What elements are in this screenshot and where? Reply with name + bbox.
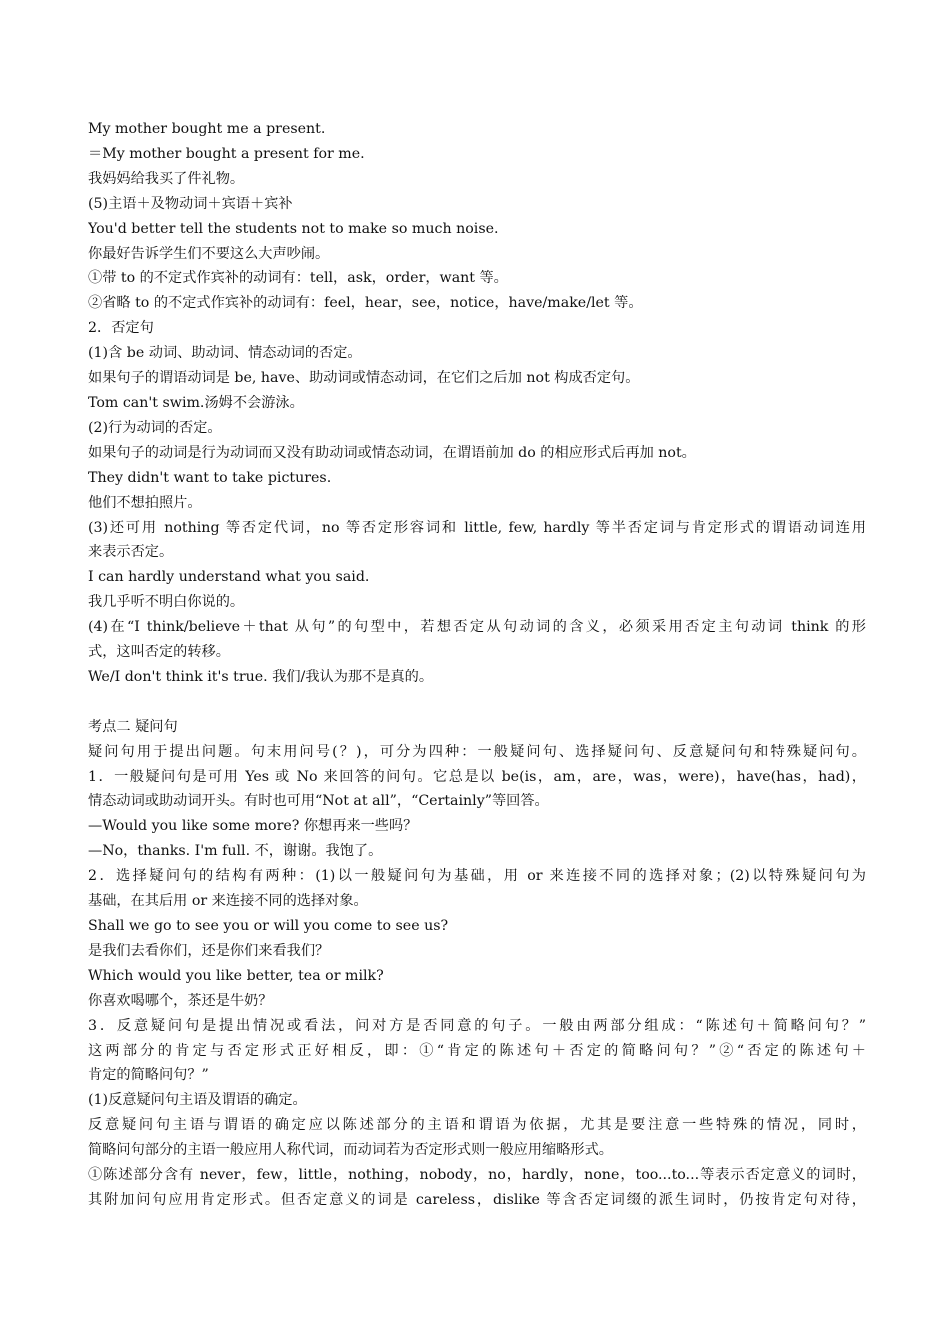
text-line: Tom can't swim.汤姆不会游泳。 xyxy=(88,394,304,411)
text-line: 我妈妈给我买了件礼物。 xyxy=(88,170,245,187)
text-line: Which would you like better, tea or milk? xyxy=(88,967,384,984)
text-line: 我几乎听不明白你说的。 xyxy=(88,594,245,611)
text-line: ＝My mother bought a present for me. xyxy=(88,145,365,162)
text-line: 考点二 疑问句 xyxy=(88,718,178,735)
text-line: 3．反意疑问句是提出情况或看法，问对方是否同意的句子。一般由两部分组成：“陈述句＋简略问句？” xyxy=(88,1017,866,1034)
text-line: Shall we go to see you or will you come to see us? xyxy=(88,917,449,934)
document-body xyxy=(88,117,866,1213)
text-line: We/I don't think it's true. 我们/我认为那不是真的。 xyxy=(88,668,434,685)
text-line: —Would you like some more? 你想再来一些吗？ xyxy=(88,818,418,835)
text-line: —No，thanks. I'm full. 不，谢谢。我饱了。 xyxy=(88,843,383,860)
text-line: 反意疑问句主语与谓语的确定应以陈述部分的主语和谓语为依据，尤其是要注意一些特殊的情况，同时， xyxy=(88,1117,866,1134)
text-line: 是我们去看你们，还是你们来看我们？ xyxy=(88,942,330,959)
text-line: 如果句子的动词是行为动词而又没有助动词或情态动词，在谓语前加 do 的相应形式后再加 not。 xyxy=(88,444,696,461)
text-line: (5)主语＋及物动词＋宾语＋宾补 xyxy=(88,195,293,212)
text-line: 简略问句部分的主语一般应用人称代词，而动词若为否定形式则一般应用缩略形式。 xyxy=(88,1142,613,1159)
text-line: 他们不想拍照片。 xyxy=(88,494,202,511)
text-line: 2．否定句 xyxy=(88,320,154,337)
text-line: (4)在“I think/believe＋that 从句”的句型中，若想否定从句动词的含义，必须采用否定主句动词 think 的形 xyxy=(88,619,866,636)
text-line: 如果句子的谓语动词是 be, have、助动词或情态动词，在它们之后加 not 构成否定句。 xyxy=(88,370,640,387)
text-line: (3)还可用 nothing 等否定代词，no 等否定形容词和 little, few, hardly 等半否定词与肯定形式的谓语动词连用 xyxy=(88,519,866,536)
text-line: 情态动词或助动词开头。有时也可用“Not at all”，“Certainly”等回答。 xyxy=(88,793,549,810)
text-line: 这两部分的肯定与否定形式正好相反，即：①“肯定的陈述句＋否定的简略问句？”②“否定的陈述句＋ xyxy=(88,1042,866,1059)
text-line: (1)含 be 动词、助动词、情态动词的否定。 xyxy=(88,345,362,362)
text-line: They didn't want to take pictures. xyxy=(88,469,332,486)
text-line: ②省略 to 的不定式作宾补的动词有：feel，hear，see，notice，have/make/let 等。 xyxy=(88,295,643,312)
text-line: My mother bought me a present. xyxy=(88,121,326,137)
text-line: 其附加问句应用肯定形式。但否定意义的词是 careless，dislike 等含否定词缀的派生词时，仍按肯定句对待， xyxy=(88,1191,866,1208)
text-line: 你最好告诉学生们不要这么大声吵闹。 xyxy=(88,245,330,262)
text-line: 式，这叫否定的转移。 xyxy=(88,644,230,661)
text-line: 1．一般疑问句是可用 Yes 或 No 来回答的问句。它总是以 be(is，am，are，was，were)，have(has，had)， xyxy=(88,768,866,785)
text-line: You'd better tell the students not to make so much noise. xyxy=(88,220,499,237)
text-line: 2．选择疑问句的结构有两种：(1)以一般疑问句为基础，用 or 来连接不同的选择对象；(2)以特殊疑问句为 xyxy=(88,868,866,885)
text-line: ①带 to 的不定式作宾补的动词有：tell，ask，order，want 等。 xyxy=(88,270,508,287)
text-line: (2)行为动词的否定。 xyxy=(88,419,222,436)
text-line: 疑问句用于提出问题。句末用问号(？)，可分为四种：一般疑问句、选择疑问句、反意疑问句和特殊疑问句。 xyxy=(88,743,866,760)
text-line: (1)反意疑问句主语及谓语的确定。 xyxy=(88,1092,307,1109)
text-line: 基础，在其后用 or 来连接不同的选择对象。 xyxy=(88,893,368,910)
text-line: 来表示否定。 xyxy=(88,544,174,561)
text-line: ①陈述部分含有 never，few，little，nothing，nobody，no，hardly，none，too...to...等表示否定意义的词时， xyxy=(88,1167,866,1184)
blank-line xyxy=(88,690,866,715)
text-line: I can hardly understand what you said. xyxy=(88,569,370,586)
text-line: 你喜欢喝哪个，茶还是牛奶？ xyxy=(88,992,273,1009)
text-line: 肯定的简略问句？” xyxy=(88,1067,209,1084)
